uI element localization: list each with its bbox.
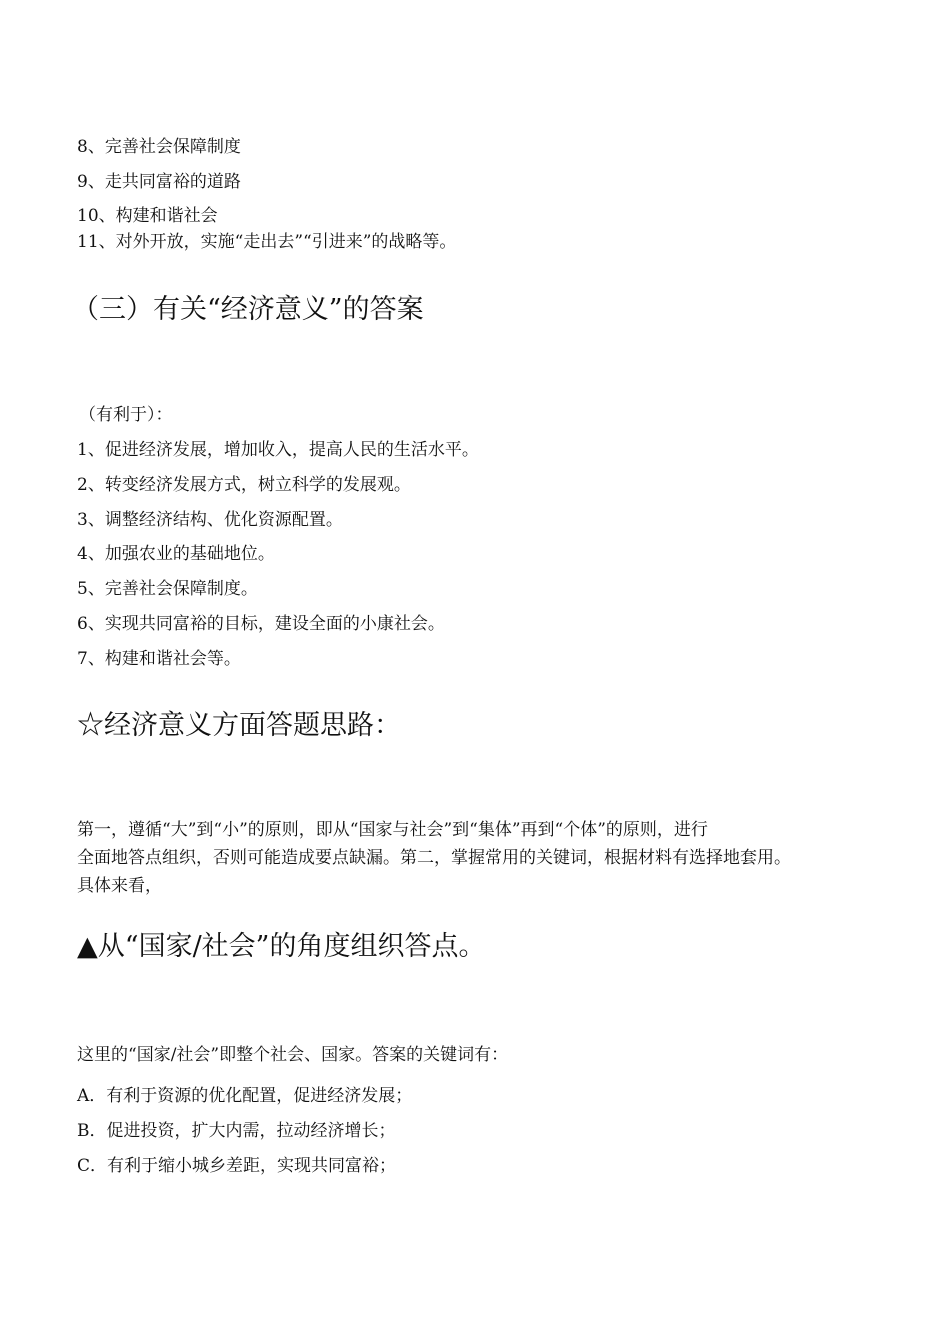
list-item: 1、促进经济发展，增加收入，提高人民的生活水平。 [77,440,479,460]
section-intro: 这里的“国家/社会”即整个社会、国家。答案的关键词有： [77,1045,509,1065]
list-item: A．有利于资源的优化配置，促进经济发展； [77,1086,413,1106]
list-item: 3、调整经济结构、优化资源配置。 [77,510,343,530]
section-intro: （有利于）： [79,405,173,425]
list-item: B．促进投资，扩大内需，拉动经济增长； [77,1121,396,1141]
list-item: 5、完善社会保障制度。 [77,579,258,599]
approach-paragraph [77,816,887,900]
paragraph-line: 第一，遵循“大”到“小”的原则，即从“国家与社会”到“集体”再到“个体”的原则，进行 [77,820,708,840]
paragraph-line: 具体来看， [77,876,162,896]
section-heading-country-society: ▲从“国家/社会”的角度组织答点。 [77,931,486,962]
list-item: 9、走共同富裕的道路 [77,172,241,192]
list-item: 8、完善社会保障制度 [77,137,241,157]
section-heading-approach: ☆经济意义方面答题思路： [77,710,401,741]
list-item: 4、加强农业的基础地位。 [77,544,275,564]
list-item: 11、对外开放，实施“走出去”“引进来”的战略等。 [77,232,457,252]
list-item: C．有利于缩小城乡差距，实现共同富裕； [77,1156,397,1176]
section-heading-economic-meaning: （三）有关“经济意义”的答案 [72,294,424,325]
list-item: 10、构建和谐社会 [77,206,218,226]
paragraph-line: 全面地答点组织，否则可能造成要点缺漏。第二，掌握常用的关键词，根据材料有选择地套用。 [77,848,791,868]
list-item: 2、转变经济发展方式，树立科学的发展观。 [77,475,411,495]
list-item: 6、实现共同富裕的目标，建设全面的小康社会。 [77,614,445,634]
list-item: 7、构建和谐社会等。 [77,649,241,669]
